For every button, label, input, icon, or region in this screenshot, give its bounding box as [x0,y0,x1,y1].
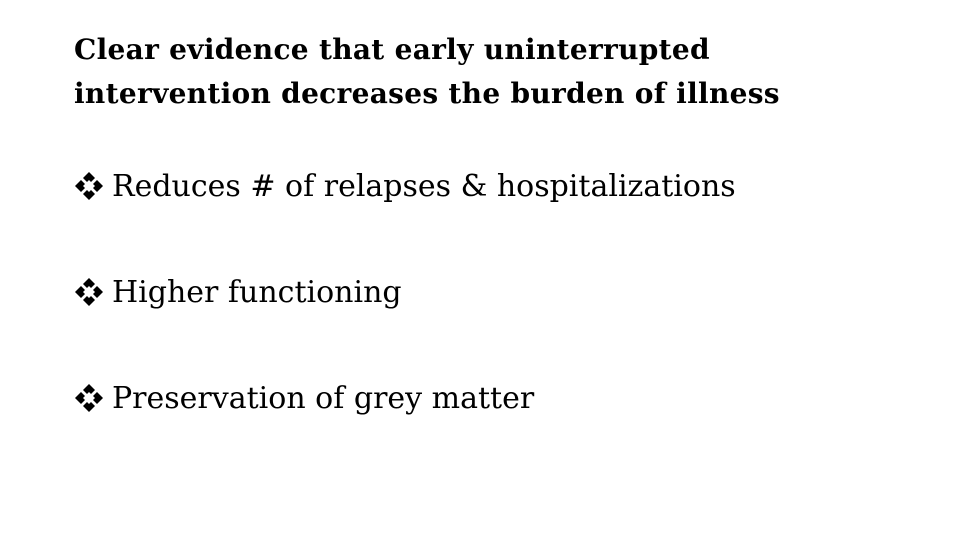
four-diamond-bullet-icon [74,277,110,307]
bullet-item-functioning [74,266,934,318]
bullet-list [74,160,934,478]
four-diamond-bullet-icon [74,171,110,201]
bullet-item-relapses [74,160,934,212]
slide-title [74,28,934,116]
bullet-text-functioning: Higher functioning [112,274,402,310]
bullet-item-grey-matter [74,372,934,424]
bullet-text-grey-matter: Preservation of grey matter [112,380,535,416]
title-line-1: Clear evidence that early uninterrupted [74,33,710,66]
bullet-text-relapses: Reduces # of relapses & hospitalizations [112,168,736,204]
four-diamond-bullet-icon [74,383,110,413]
title-line-2: intervention decreases the burden of illness [74,77,780,110]
